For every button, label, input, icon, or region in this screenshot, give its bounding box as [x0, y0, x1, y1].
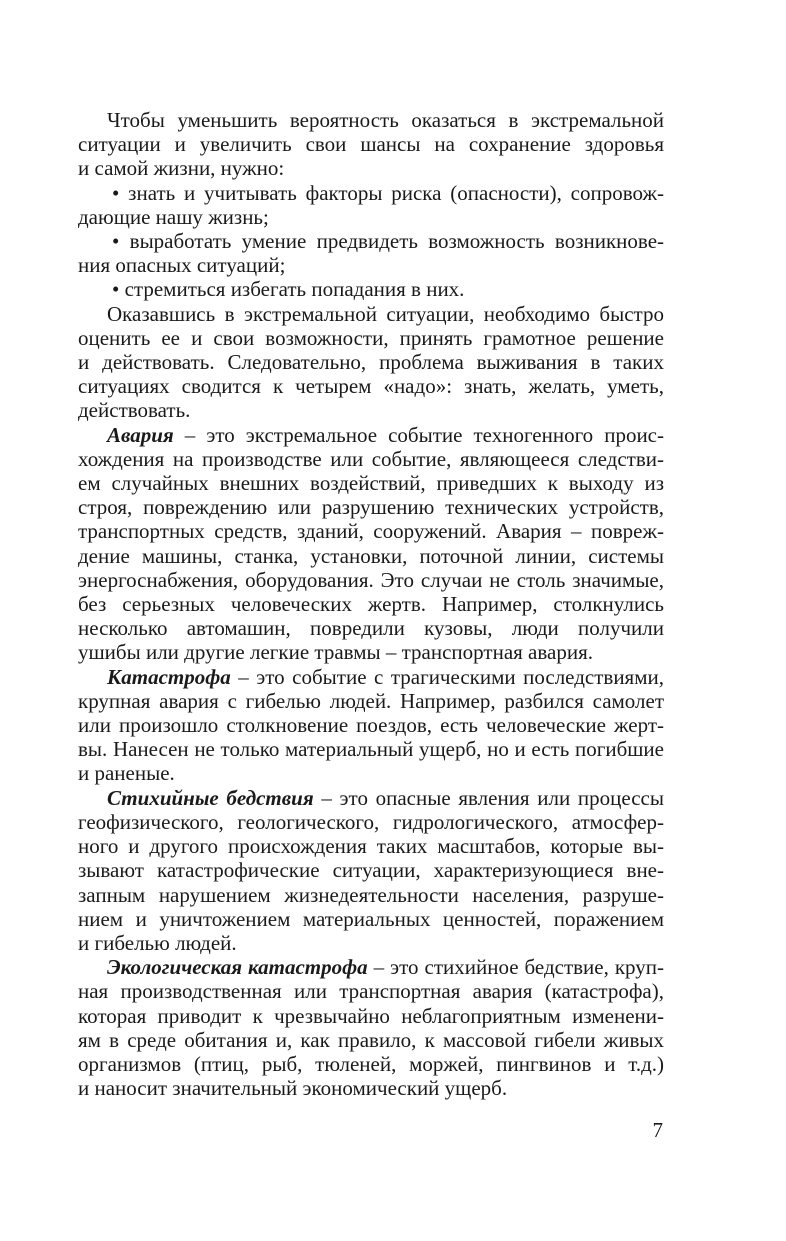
paragraph-survival	[78, 302, 664, 423]
text-line: ситуациях сводится к четырем «надо»: знать, желать, уметь,	[78, 374, 664, 399]
bullet-item	[78, 277, 664, 301]
text-line: энергоснабжения, оборудования. Это случаи не столь значимые,	[78, 567, 664, 592]
text-line: ная производственная или транспортная авария (катастрофа),	[78, 979, 664, 1004]
text-line: нием и уничтожением материальных ценностей, поражением	[78, 906, 664, 931]
text-line: геофизического, геологического, гидрологического, атмосфер-	[78, 809, 664, 834]
text-line	[78, 423, 664, 447]
term-katastrofa: Катастрофа	[107, 664, 231, 689]
text-line: строя, повреждению или разрушению технических устройств,	[78, 495, 664, 520]
text-line: и раненые.	[78, 761, 175, 786]
text-line: хождения на производстве или событие, являющееся следстви-	[78, 446, 664, 471]
definition-lead: – это опасные явления или процессы	[313, 785, 664, 810]
text-line	[78, 665, 664, 689]
text-line: и наносит значительный экономический ущерб.	[78, 1076, 508, 1101]
text-line: и самой жизни, нужно:	[78, 156, 285, 181]
text-line	[78, 786, 664, 810]
text-line: ного и другого происхождения таких масштабов, которые вы-	[78, 834, 664, 859]
bullet-marker: •	[112, 277, 120, 302]
text-line: и действовать. Следовательно, проблема выживания в таких	[78, 350, 664, 375]
text-line: несколько автомашин, повредили кузовы, люди получили	[78, 616, 664, 641]
definition-lead: – это стихийное бедствие, круп-	[367, 955, 664, 980]
text-line: ушибы или другие легкие травмы – транспортная авария.	[78, 640, 593, 665]
text-line: и гибелью людей.	[78, 930, 237, 955]
text-line: ем случайных внешних воздействий, приведших к выходу из	[78, 471, 664, 496]
text-line: транспортных средств, зданий, сооружений. Авария – повреж-	[78, 519, 664, 544]
definition-ekolog	[78, 955, 664, 1100]
definition-lead: – это событие с трагическими последствиями,	[230, 664, 664, 689]
definition-lead: – это экстремальное событие техногенного проис-	[173, 422, 664, 447]
text-line: запным нарушением жизнедеятельности населения, разруше-	[78, 882, 664, 907]
text-line: организмов (птиц, рыб, тюленей, моржей, пингвинов и т.д.)	[78, 1051, 664, 1076]
text-line: без серьезных человеческих жертв. Например, столкнулись	[78, 592, 664, 617]
bullet-marker: •	[112, 180, 120, 205]
text-line	[78, 181, 664, 205]
paragraph-intro	[78, 108, 664, 181]
text-line	[78, 229, 664, 253]
text-line: ния опасных ситуаций;	[78, 253, 286, 278]
bullet-item	[78, 181, 664, 229]
term-stikhiynye: Стихийные бедствия	[107, 785, 314, 810]
text-line: Оказавшись в экстремальной ситуации, необходимо быстро	[107, 301, 664, 326]
definition-stikhiynye	[78, 786, 664, 955]
text-line: оценить ее и свои возможности, принять грамотное решение	[78, 325, 664, 350]
text-line: или произошло столкновение поездов, есть человеческие жерт-	[78, 713, 664, 738]
text-line	[78, 955, 664, 979]
definition-katastrofa	[78, 665, 664, 786]
bullet-text: стремиться избегать попадания в них.	[124, 277, 465, 302]
text-line: действовать.	[78, 398, 191, 423]
text-line: дающие нашу жизнь;	[78, 204, 269, 229]
text-line	[78, 277, 664, 301]
term-avaria: Авария	[107, 422, 174, 447]
bullet-text: знать и учитывать факторы риска (опасности), сопровож-	[128, 180, 664, 205]
text-line: зывают катастрофические ситуации, характеризующиеся вне-	[78, 858, 664, 883]
text-line: крупная авария с гибелью людей. Например, разбился самолет	[78, 688, 664, 713]
bullet-marker: •	[112, 229, 120, 254]
page-body	[78, 108, 664, 1100]
text-line: ям в среде обитания и, как правило, к массовой гибели живых	[78, 1027, 664, 1052]
bullet-item	[78, 229, 664, 277]
term-ekolog: Экологическая катастрофа	[107, 955, 368, 980]
text-line: дение машины, станка, установки, поточной линии, системы	[78, 543, 664, 568]
text-line: Чтобы уменьшить вероятность оказаться в экстремальной	[107, 108, 664, 132]
text-line: которая приводит к чрезвычайно неблагоприятным изменени-	[78, 1003, 664, 1028]
text-line: ситуации и увеличить свои шансы на сохранение здоровья	[78, 132, 664, 157]
bullet-list	[78, 181, 664, 302]
page-number: 7	[652, 1118, 663, 1142]
bullet-text: выработать умение предвидеть возможность возникнове-	[129, 229, 665, 254]
text-line: вы. Нанесен не только материальный ущерб, но и есть погибшие	[78, 737, 664, 762]
definition-avaria	[78, 423, 664, 665]
